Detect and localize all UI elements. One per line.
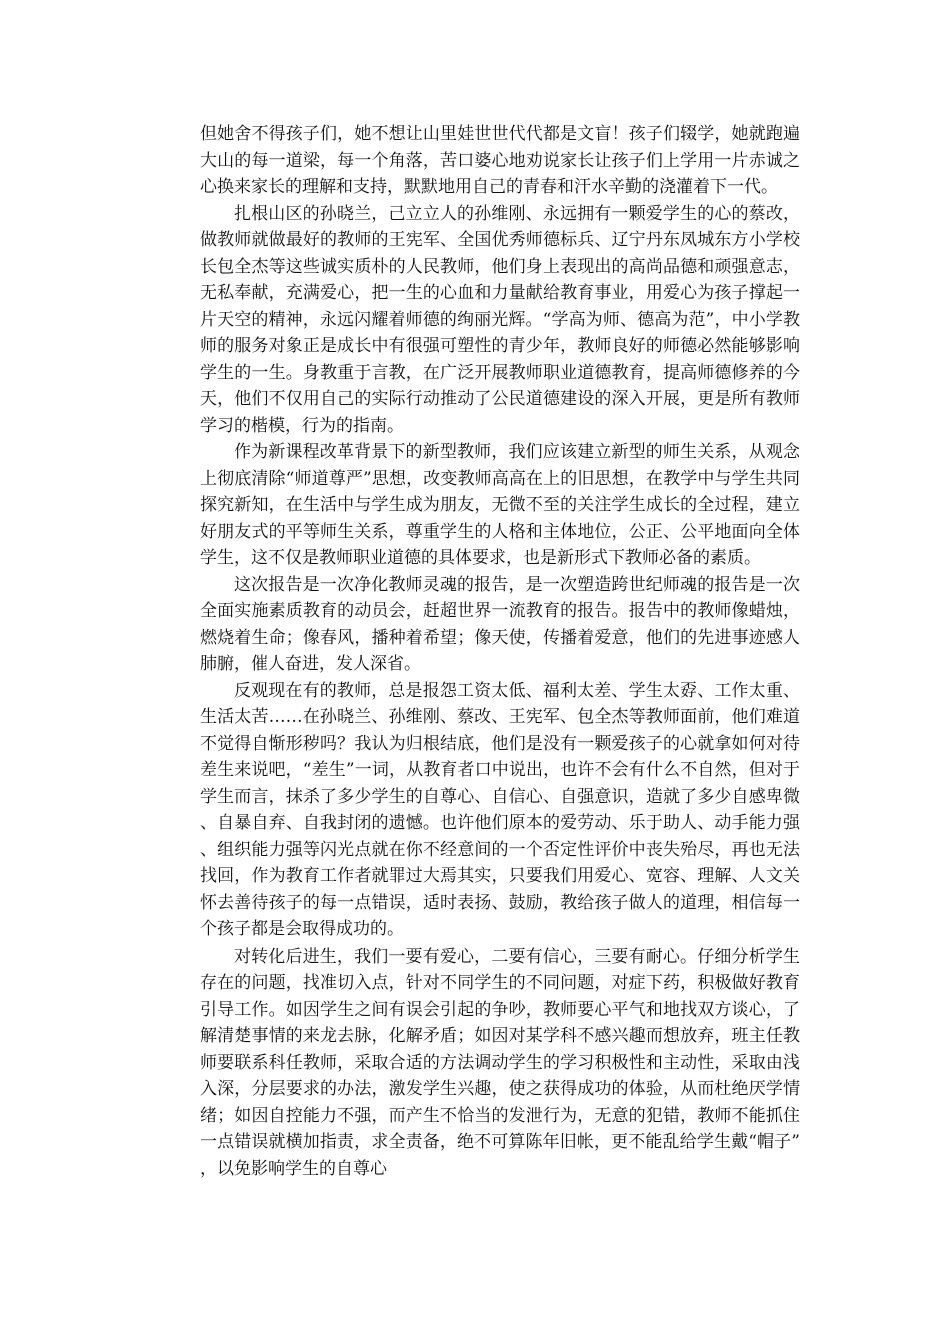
paragraph-3: 作为新课程改革背景下的新型教师，我们应该建立新型的师生关系，从观念上彻底清除“师道尊严”思想，改变教师高高在上的旧思想，在教学中与学生共同探究新知，在生活中与学生成为朋友，无微不至的关注学生成长的全过程，建立好朋友式的平等师生关系，尊重学生的人格和主体地位，公正、公平地面向全体学生，这不仅是教师职业道德的具体要求，也是新形式下教师必备的素质。 xyxy=(200,442,800,568)
paragraph-2: 扎根山区的孙晓兰，己立立人的孙维刚、永远拥有一颗爱学生的心的蔡改，做教师就做最好的教师的王宪军、全国优秀师德标兵、辽宁丹东凤城东方小学校长包全杰等这些诚实质朴的人民教师，他们身上表现出的高尚品德和顽强意志，无私奉献，充满爱心，把一生的心血和力量献给教育事业，用爱心为孩子撑起一片天空的精神，永远闪耀着师德的绚丽光辉。“学高为师、德高为范”，中小学教师的服务对象正是成长中有很强可塑性的青少年，教师良好的师德必然能够影响学生的一生。身教重于言教，在广泛开展教师职业道德教育，提高师德修养的今天，他们不仅用自己的实际行动推动了公民道德建设的深入开展，更是所有教师学习的楷模，行为的指南。 xyxy=(200,203,800,436)
paragraph-1: 但她舍不得孩子们，她不想让山里娃世世代代都是文盲！孩子们辍学，她就跑遍大山的每一道梁，每一个角落，苦口婆心地劝说家长让孩子们上学用一片赤诚之心换来家长的理解和支持，默默地用自己的青春和汗水辛勤的浇灌着下一代。 xyxy=(200,124,800,197)
document-body xyxy=(200,121,800,1182)
paragraph-6: 对转化后进生，我们一要有爱心，二要有信心，三要有耐心。仔细分析学生存在的问题，找准切入点，针对不同学生的不同问题，对症下药，积极做好教育引导工作。如因学生之间有误会引起的争吵，教师要心平气和地找双方谈心，了解清楚事情的来龙去脉，化解矛盾；如因对某学科不感兴趣而想放弃，班主任教师要联系科任教师，采取合适的方法调动学生的学习积极性和主动性，采取由浅入深，分层要求的办法，激发学生兴趣，使之获得成功的体验，从而杜绝厌学情绪；如因自控能力不强，而产生不恰当的发泄行为，无意的犯错，教师不能抓住一点错误就横加指责，求全责备，绝不可算陈年旧帐，更不能乱给学生戴“帽子”，以免影响学生的自尊心 xyxy=(200,946,800,1179)
paragraph-5: 反观现在有的教师，总是报怨工资太低、福利太差、学生太孬、工作太重、生活太苦……在孙晓兰、孙维刚、蔡改、王宪军、包全杰等教师面前，他们难道不觉得自惭形秽吗？我认为归根结底，他们是没有一颗爱孩子的心就拿如何对待差生来说吧，“差生”一词，从教育者口中说出，也许不会有什么不自然，但对于学生而言，抹杀了多少学生的自尊心、自信心、自强意识，造就了多少自感卑微、自暴自弃、自我封闭的遗憾。也许他们原本的爱劳动、乐于助人、动手能力强、组织能力强等闪光点就在你不经意间的一个否定性评价中丧失殆尽，再也无法找回，作为教育工作者就罪过大焉其实，只要我们用爱心、宽容、理解、人文关怀去善待孩子的每一点错误，适时表扬、鼓励，教给孩子做人的道理，相信每一个孩子都是会取得成功的。 xyxy=(200,680,800,939)
paragraph-4: 这次报告是一次净化教师灵魂的报告，是一次塑造跨世纪师魂的报告是一次全面实施素质教育的动员会，赶超世界一流教育的报告。报告中的教师像蜡烛，燃烧着生命；像春风，播种着希望；像天使，传播着爱意，他们的先进事迹感人肺腑，催人奋进，发人深省。 xyxy=(200,574,800,674)
